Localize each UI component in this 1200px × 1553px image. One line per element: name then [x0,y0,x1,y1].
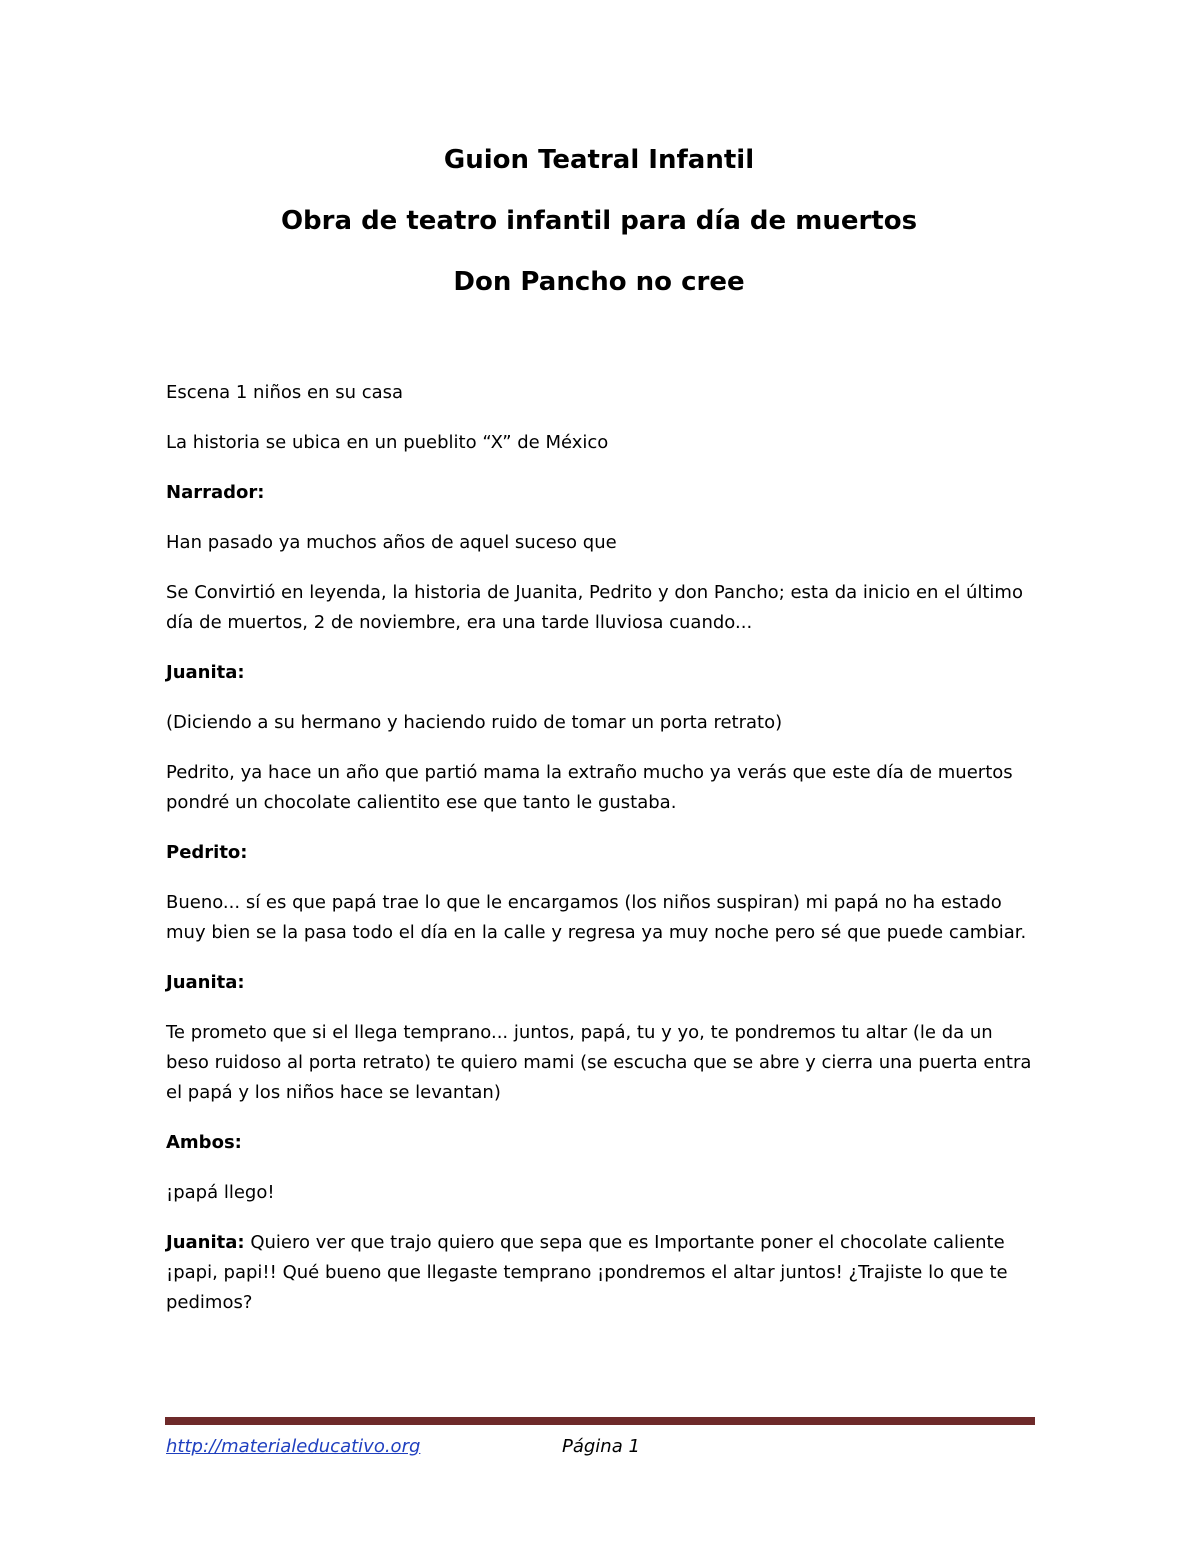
footer-link[interactable]: http://materialeducativo.org [166,1436,421,1457]
dialogue-line: Te prometo que si el llega temprano... juntos, papá, tu y yo, te pondremos tu altar (le da un beso ruidoso al porta retrato) te quiero mami (se escucha que se abre y cierra una puerta entra el papá y los niños hace se levantan) [166,1022,1032,1103]
dialogue-paragraph [166,1228,1036,1318]
speaker-juanita: Juanita: [166,972,245,993]
setting-line: La historia se ubica en un pueblito “X” de México [166,432,609,453]
dialogue-line: Se Convirtió en leyenda, la historia de Juanita, Pedrito y don Pancho; esta da inicio en el último día de muertos, 2 de noviembre, era una tarde lluviosa cuando... [166,582,1023,633]
dialogue-line: Bueno... sí es que papá trae lo que le encargamos (los niños suspiran) mi papá no ha estado muy bien se la pasa todo el día en la calle y regresa ya muy noche pero sé que puede cambiar. [166,892,1027,943]
dialogue-line: Quiero ver que trajo quiero que sepa que es Importante poner el chocolate caliente ¡papi, papi!! Qué bueno que llegaste temprano ¡pondremos el altar juntos! ¿Trajiste lo que te pedimos? [166,1232,1008,1313]
dialogue-line: Han pasado ya muchos años de aquel suceso que [166,532,617,553]
document-title: Guion Teatral Infantil [443,145,755,175]
script-body [166,378,1036,1338]
play-title: Don Pancho no cree [453,267,745,297]
dialogue-line: Pedrito, ya hace un año que partió mama la extraño mucho ya verás que este día de muertos pondré un chocolate calientito ese que tanto le gustaba. [166,762,1013,813]
document-subtitle: Obra de teatro infantil para día de muertos [280,206,918,236]
footer-divider [165,1417,1035,1425]
speaker-narrador: Narrador: [166,482,265,503]
page-footer [166,1432,640,1462]
title-block [166,140,1032,323]
page-number: Página 1 [562,1436,640,1457]
scene-heading: Escena 1 niños en su casa [166,382,404,403]
speaker-juanita: Juanita: [166,662,245,683]
speaker-ambos: Ambos: [166,1132,242,1153]
stage-direction: (Diciendo a su hermano y haciendo ruido de tomar un porta retrato) [166,712,783,733]
speaker-juanita: Juanita: [166,1232,245,1253]
speaker-pedrito: Pedrito: [166,842,248,863]
dialogue-line: ¡papá llego! [166,1182,275,1203]
